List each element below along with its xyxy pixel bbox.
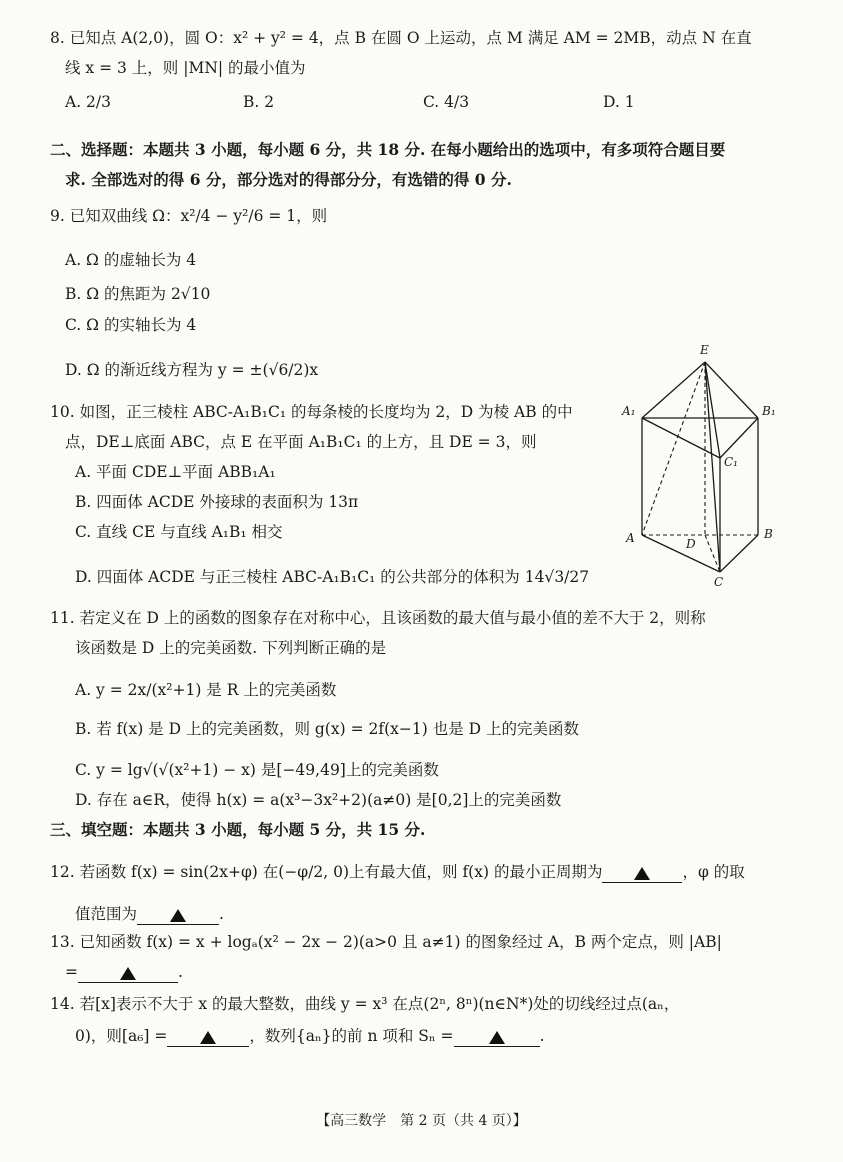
- section3-title: 三、填空题：本题共 3 小题，每小题 5 分，共 15 分.: [50, 820, 426, 839]
- q12-line1: [50, 862, 745, 883]
- edge-ec: [705, 362, 720, 572]
- q14-answer-blank-2[interactable]: [454, 1026, 540, 1047]
- answer-triangle-icon: [200, 1031, 216, 1044]
- q11-option-b: B. 若 f(x) 是 D 上的完美函数，则 g(x) = 2f(x−1) 也是 D 上的完美函数: [75, 720, 579, 738]
- label-c: C: [714, 575, 724, 589]
- q14-line1: 14. 若[x]表示不大于 x 的最大整数，曲线 y = x³ 在点(2ⁿ, 8ⁿ)(n∈N*)处的切线经过点(aₙ，: [50, 995, 680, 1013]
- q13-answer-blank[interactable]: [78, 962, 178, 983]
- q10-option-b: B. 四面体 ACDE 外接球的表面积为 13π: [75, 493, 359, 511]
- q8-line2: 线 x = 3 上，则 |MN| 的最小值为: [65, 59, 306, 77]
- q8-option-d: D. 1: [603, 93, 635, 111]
- q9-option-b: B. Ω 的焦距为 2√10: [65, 285, 211, 303]
- section2-line2: 求. 全部选对的得 6 分，部分选对的得部分分，有选错的得 0 分.: [65, 170, 512, 189]
- edge-ac: [642, 535, 720, 572]
- section2-line1: 二、选择题：本题共 3 小题，每小题 6 分，共 18 分. 在每小题给出的选项中，有多项符合题目要: [50, 140, 726, 159]
- answer-triangle-icon: [634, 867, 650, 880]
- q12-text-2b: .: [219, 905, 224, 923]
- q13-line2: [65, 962, 183, 983]
- q12-text-1b: ，φ 的取: [682, 863, 745, 881]
- q11-option-d: D. 存在 a∈R，使得 h(x) = a(x³−3x²+2)(a≠0) 是[0,2]上的完美函数: [75, 791, 562, 809]
- label-b: B: [764, 527, 773, 541]
- q14-answer-blank-1[interactable]: [167, 1026, 249, 1047]
- q11-line2: 该函数是 D 上的完美函数. 下列判断正确的是: [75, 639, 387, 657]
- q10-line2: 点，DE⊥底面 ABC，点 E 在平面 A₁B₁C₁ 的上方，且 DE = 3，则: [65, 433, 537, 451]
- q12-answer-blank-1[interactable]: [602, 862, 682, 883]
- edge-a1c1: [642, 418, 720, 458]
- q12-text-1a: 12. 若函数 f(x) = sin(2x+φ) 在(−φ/2, 0)上有最大值，则 f(x) 的最小正周期为: [50, 863, 603, 881]
- q14-text-2a: 0)，则[a₆] =: [75, 1027, 168, 1045]
- answer-triangle-icon: [120, 967, 136, 980]
- prism-figure: [620, 340, 790, 590]
- q14-text-2c: .: [539, 1027, 545, 1045]
- edge-b1c1: [720, 418, 758, 458]
- q13-text-2a: =: [65, 963, 78, 981]
- q8-option-b: B. 2: [243, 93, 275, 111]
- q11-option-c: C. y = lg√(√(x²+1) − x) 是[−49,49]上的完美函数: [75, 761, 439, 779]
- answer-triangle-icon: [489, 1031, 505, 1044]
- q12-answer-blank-2[interactable]: [137, 904, 219, 925]
- q13-text-2b: .: [178, 963, 183, 981]
- q11-line1: 11. 若定义在 D 上的函数的图象存在对称中心，且该函数的最大值与最小值的差不大于 2，则称: [50, 609, 706, 627]
- q9-stem: 9. 已知双曲线 Ω：x²/4 − y²/6 = 1，则: [50, 207, 328, 225]
- q8-option-a: A. 2/3: [65, 93, 111, 111]
- edge-ea-hidden: [642, 362, 705, 535]
- label-a: A: [626, 531, 635, 545]
- q9-option-c: C. Ω 的实轴长为 4: [65, 316, 197, 334]
- q8-option-c: C. 4/3: [423, 93, 470, 111]
- answer-triangle-icon: [170, 909, 186, 922]
- q9-option-d: D. Ω 的渐近线方程为 y = ±(√6/2)x: [65, 361, 319, 379]
- q9-option-a: A. Ω 的虚轴长为 4: [65, 251, 197, 269]
- label-c1: C₁: [724, 455, 738, 469]
- q14-text-2b: ，数列{aₙ}的前 n 项和 Sₙ =: [249, 1027, 454, 1045]
- q13-line1: 13. 已知函数 f(x) = x + logₐ(x² − 2x − 2)(a>0 且 a≠1) 的图象经过 A，B 两个定点，则 |AB|: [50, 933, 722, 951]
- label-b1: B₁: [762, 404, 776, 418]
- q12-text-2a: 值范围为: [75, 905, 138, 923]
- q11-option-a: A. y = 2x/(x²+1) 是 R 上的完美函数: [75, 681, 337, 699]
- q8-options: [65, 92, 765, 126]
- label-a1: A₁: [622, 404, 636, 418]
- label-d: D: [686, 537, 696, 551]
- q10-line1: 10. 如图，正三棱柱 ABC-A₁B₁C₁ 的每条棱的长度均为 2，D 为棱 AB 的中: [50, 403, 573, 421]
- q12-line2: [75, 904, 224, 925]
- page-footer: 【高三数学 第 2 页（共 4 页）】: [316, 1113, 527, 1129]
- edge-ea1: [642, 362, 705, 418]
- q8-line1: 8. 已知点 A(2,0)，圆 O：x² + y² = 4，点 B 在圆 O 上运动，点 M 满足 AM = 2MB，动点 N 在直: [50, 29, 752, 47]
- q14-line2: [75, 1026, 545, 1047]
- edge-bc: [720, 535, 758, 572]
- q10-option-d: D. 四面体 ACDE 与正三棱柱 ABC-A₁B₁C₁ 的公共部分的体积为 14√3/27: [75, 568, 590, 586]
- q10-option-a: A. 平面 CDE⊥平面 ABB₁A₁: [75, 463, 276, 481]
- q10-option-c: C. 直线 CE 与直线 A₁B₁ 相交: [75, 523, 283, 541]
- label-e: E: [700, 343, 709, 357]
